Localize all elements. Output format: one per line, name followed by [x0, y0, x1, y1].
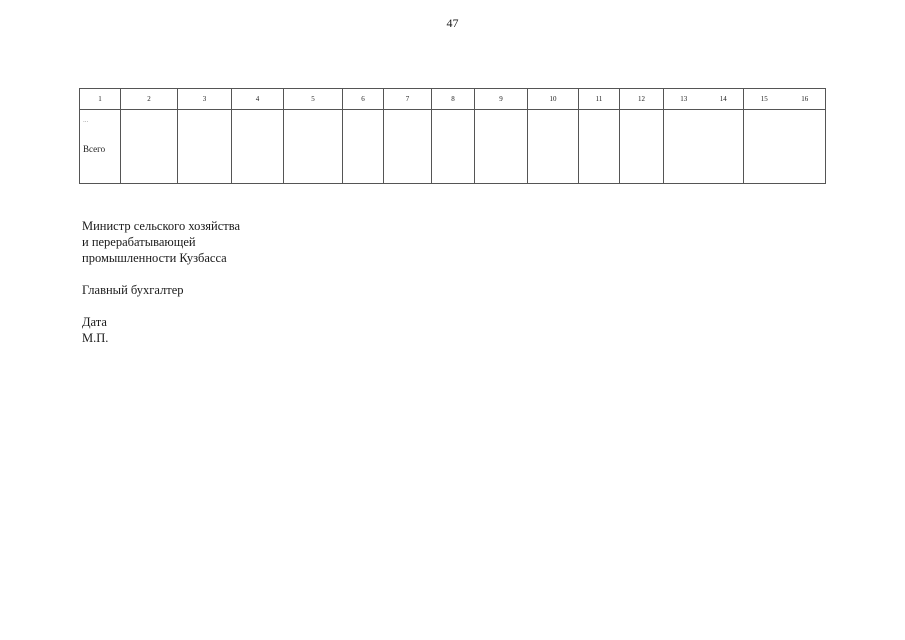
table-cell	[528, 110, 579, 184]
column-number: 13	[680, 95, 688, 103]
table-header-row	[80, 89, 826, 110]
table-cell	[620, 110, 664, 184]
table-cell	[343, 110, 384, 184]
column-number-cell	[178, 89, 232, 110]
table-cell	[232, 110, 284, 184]
data-table	[79, 88, 826, 184]
column-number: 15	[760, 95, 768, 103]
column-number-cell	[579, 89, 620, 110]
column-number: 8	[451, 95, 455, 103]
spacer	[82, 298, 240, 314]
column-number: 2	[147, 95, 151, 103]
minister-title-line: промышленности Кузбасса	[82, 251, 227, 265]
column-number: 4	[255, 95, 260, 103]
column-number: 1	[98, 95, 102, 103]
chief-accountant-label: Главный бухгалтер	[82, 283, 184, 297]
column-number: 5	[311, 95, 315, 103]
total-label: Всего	[83, 144, 106, 154]
table-cell	[579, 110, 620, 184]
date-label: Дата	[82, 315, 107, 329]
table-cell	[121, 110, 178, 184]
table-body-row	[80, 110, 826, 184]
column-number-cell	[664, 89, 744, 110]
row-ellipsis: ...	[83, 116, 89, 124]
column-number-cell	[80, 89, 121, 110]
column-number: 12	[638, 95, 645, 103]
column-number-cell	[744, 89, 826, 110]
table-cell	[284, 110, 343, 184]
minister-title-line: и перерабатывающей	[82, 235, 196, 249]
column-number-cell	[475, 89, 528, 110]
table-cell	[384, 110, 432, 184]
column-number-cell	[528, 89, 579, 110]
table-cell	[664, 110, 744, 184]
spacer	[82, 266, 240, 282]
column-number: 6	[361, 95, 365, 103]
column-number-cell	[384, 89, 432, 110]
page-number: 47	[446, 16, 459, 30]
column-number: 11	[595, 95, 603, 103]
column-number: 14	[719, 95, 727, 103]
column-number-cell	[432, 89, 475, 110]
stamp-label: М.П.	[82, 331, 109, 345]
column-number-cell	[232, 89, 284, 110]
signature-block	[82, 218, 240, 346]
column-number: 7	[405, 95, 410, 103]
column-number: 9	[499, 95, 503, 103]
column-number: 10	[549, 95, 557, 103]
table-cell	[432, 110, 475, 184]
column-number: 16	[801, 95, 809, 103]
column-number-cell	[620, 89, 664, 110]
column-number: 3	[202, 95, 207, 103]
table-cell	[178, 110, 232, 184]
column-number-cell	[343, 89, 384, 110]
table-cell	[744, 110, 826, 184]
column-number-cell	[121, 89, 178, 110]
minister-title-line: Министр сельского хозяйства	[82, 219, 241, 233]
table-cell	[80, 110, 121, 184]
column-number-cell	[284, 89, 343, 110]
table-cell	[475, 110, 528, 184]
